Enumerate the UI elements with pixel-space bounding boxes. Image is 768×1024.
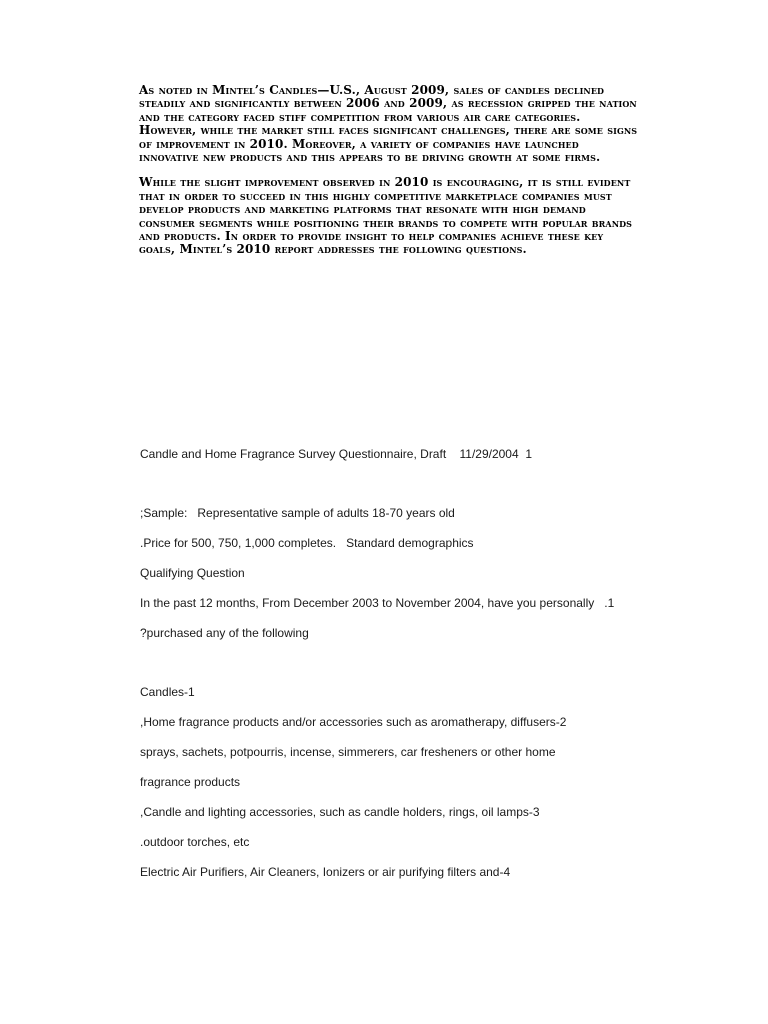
option-line: fragrance products — [140, 775, 241, 789]
option-line: .outdoor torches, etc — [140, 835, 250, 849]
intro-section — [139, 84, 639, 257]
question-line-1: In the past 12 months, From December 2003 to November 2004, have you personally .1 — [140, 596, 615, 610]
question-line-2: ?purchased any of the following — [140, 626, 309, 640]
survey-title: Candle and Home Fragrance Survey Questionnaire, Draft 11/29/2004 1 — [140, 447, 532, 461]
price-line: .Price for 500, 750, 1,000 completes. Standard demographics — [140, 536, 474, 550]
intro-paragraph-2: While the slight improvement observed in 2010 is encouraging, it is still evident that in order to succeed in this highly competitive marketplace companies must develop products and marketing platforms that resonate with high demand consumer segments while positioning their brands to compete with popular brands and products. In order to provide insight to help companies achieve these key goals, Mintel’s 2010 report addresses the following questions. — [139, 175, 633, 257]
option-line: ,Home fragrance products and/or accessories such as aromatherapy, diffusers-2 — [140, 715, 567, 729]
option-line: Candles-1 — [140, 685, 195, 699]
sample-line: ;Sample: Representative sample of adults 18-70 years old — [140, 506, 455, 520]
option-line: sprays, sachets, potpourris, incense, simmerers, car fresheners or other home — [140, 745, 556, 759]
option-line: Electric Air Purifiers, Air Cleaners, Ionizers or air purifying filters and-4 — [140, 865, 511, 879]
option-line: ,Candle and lighting accessories, such as candle holders, rings, oil lamps-3 — [140, 805, 540, 819]
intro-paragraph-1: As noted in Mintel’s Candles—U.S., August 2009, sales of candles declined steadily and significantly between 2006 and 2009, as recession gripped the nation and the category faced stiff competition from various air care categories. However, while the market still faces significant challenges, there are some signs of improvement in 2010. Moreover, a variety of companies have launched innovative new products and this appears to be driving growth at some firms. — [139, 83, 638, 165]
qualifying-heading: Qualifying Question — [140, 566, 245, 580]
